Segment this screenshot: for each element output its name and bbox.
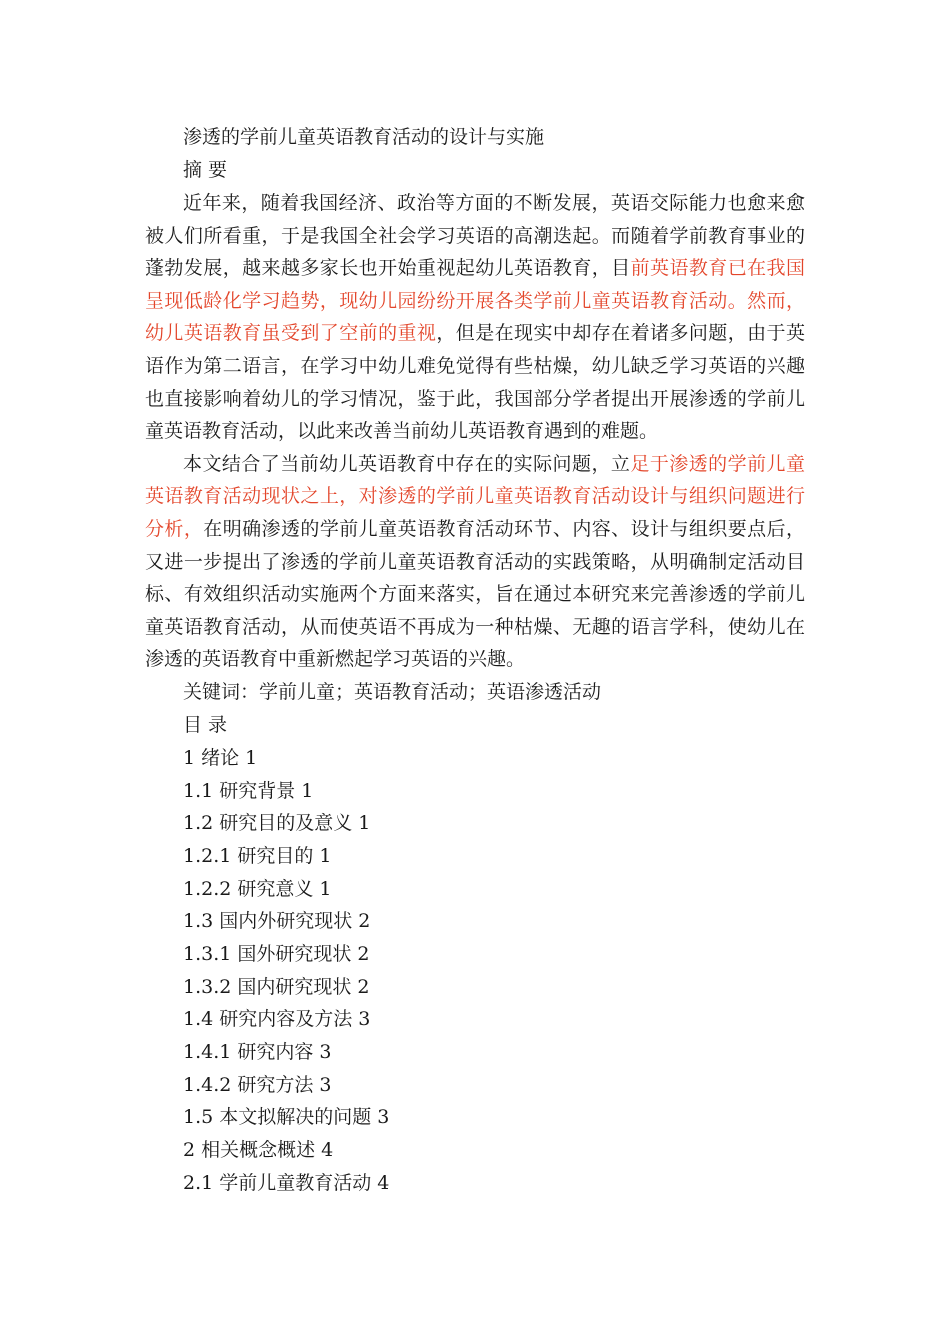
- toc-entry: 1.2 研究目的及意义 1: [183, 812, 371, 835]
- abstract-text: 近年来，随着我国经济、政治等方面的不断发展，英语交际能力也愈来愈被人们所看重，于是我国全社会学习英语的高潮迭起。而随着学前教育事业的蓬勃发展，越来越多家长也开始重视起幼儿英语教育，目: [145, 192, 805, 280]
- toc-entry: 1.3.2 国内研究现状 2: [183, 975, 370, 998]
- toc-entry: 1.2.2 研究意义 1: [183, 877, 332, 900]
- highlighted-text: 前英语教育已在我国呈现低龄化学习趋势，现幼儿园纷纷开展各类学前儿童英语教育活动。然而，幼儿英语教育虽受到了空前的重视: [145, 257, 805, 345]
- toc-entry: 1.4.2 研究方法 3: [183, 1073, 332, 1096]
- toc-entry: 2 相关概念概述 4: [183, 1139, 334, 1162]
- toc-entry: 1 绪论 1: [183, 746, 258, 769]
- toc-entry: 1.3.1 国外研究现状 2: [183, 943, 370, 966]
- toc-entry: 2.1 学前儿童教育活动 4: [183, 1171, 390, 1194]
- abstract-text: ，但是在现实中却存在着诸多问题，由于英语作为第二语言，在学习中幼儿难免觉得有些枯燥，幼儿缺乏学习英语的兴趣也直接影响着幼儿的学习情况，鉴于此，我国部分学者提出开展渗透的学前儿童英语教育活动，以此来改善当前幼儿英语教育遇到的难题。: [145, 322, 805, 443]
- abstract-heading: 摘 要: [183, 159, 228, 181]
- abstract-text: 在明确渗透的学前儿童英语教育活动环节、内容、设计与组织要点后，又进一步提出了渗透的学前儿童英语教育活动的实践策略，从明确制定活动目标、有效组织活动实施两个方面来落实，旨在通过本研究来完善渗透的学前儿童英语教育活动，从而使英语不再成为一种枯燥、无趣的语言学科，使幼儿在渗透的英语教育中重新燃起学习英语的兴趣。: [145, 517, 805, 671]
- toc-entry: 1.1 研究背景 1: [183, 779, 314, 802]
- toc-entry: 1.4 研究内容及方法 3: [183, 1008, 371, 1031]
- document-page: [145, 121, 805, 1200]
- abstract-text: 本文结合了当前幼儿英语教育中存在的实际问题，立: [183, 452, 631, 475]
- highlighted-text: 足于渗透的学前儿童英语教育活动现状之上，对渗透的学前儿童英语教育活动设计与组织问题进行分析，: [145, 452, 805, 540]
- toc-entry: 1.4.1 研究内容 3: [183, 1041, 332, 1064]
- toc-entry: 1.3 国内外研究现状 2: [183, 910, 371, 933]
- abstract-paragraph-2: [145, 448, 805, 676]
- toc-heading: 目 录: [183, 713, 228, 736]
- keywords: 关键词：学前儿童；英语教育活动；英语渗透活动: [183, 680, 602, 703]
- document-title: 渗透的学前儿童英语教育活动的设计与实施: [183, 126, 545, 148]
- toc-entry: 1.5 本文拟解决的问题 3: [183, 1106, 390, 1129]
- toc-entry: 1.2.1 研究目的 1: [183, 844, 332, 867]
- abstract-paragraph-1: [145, 187, 805, 448]
- table-of-contents: [145, 742, 805, 1200]
